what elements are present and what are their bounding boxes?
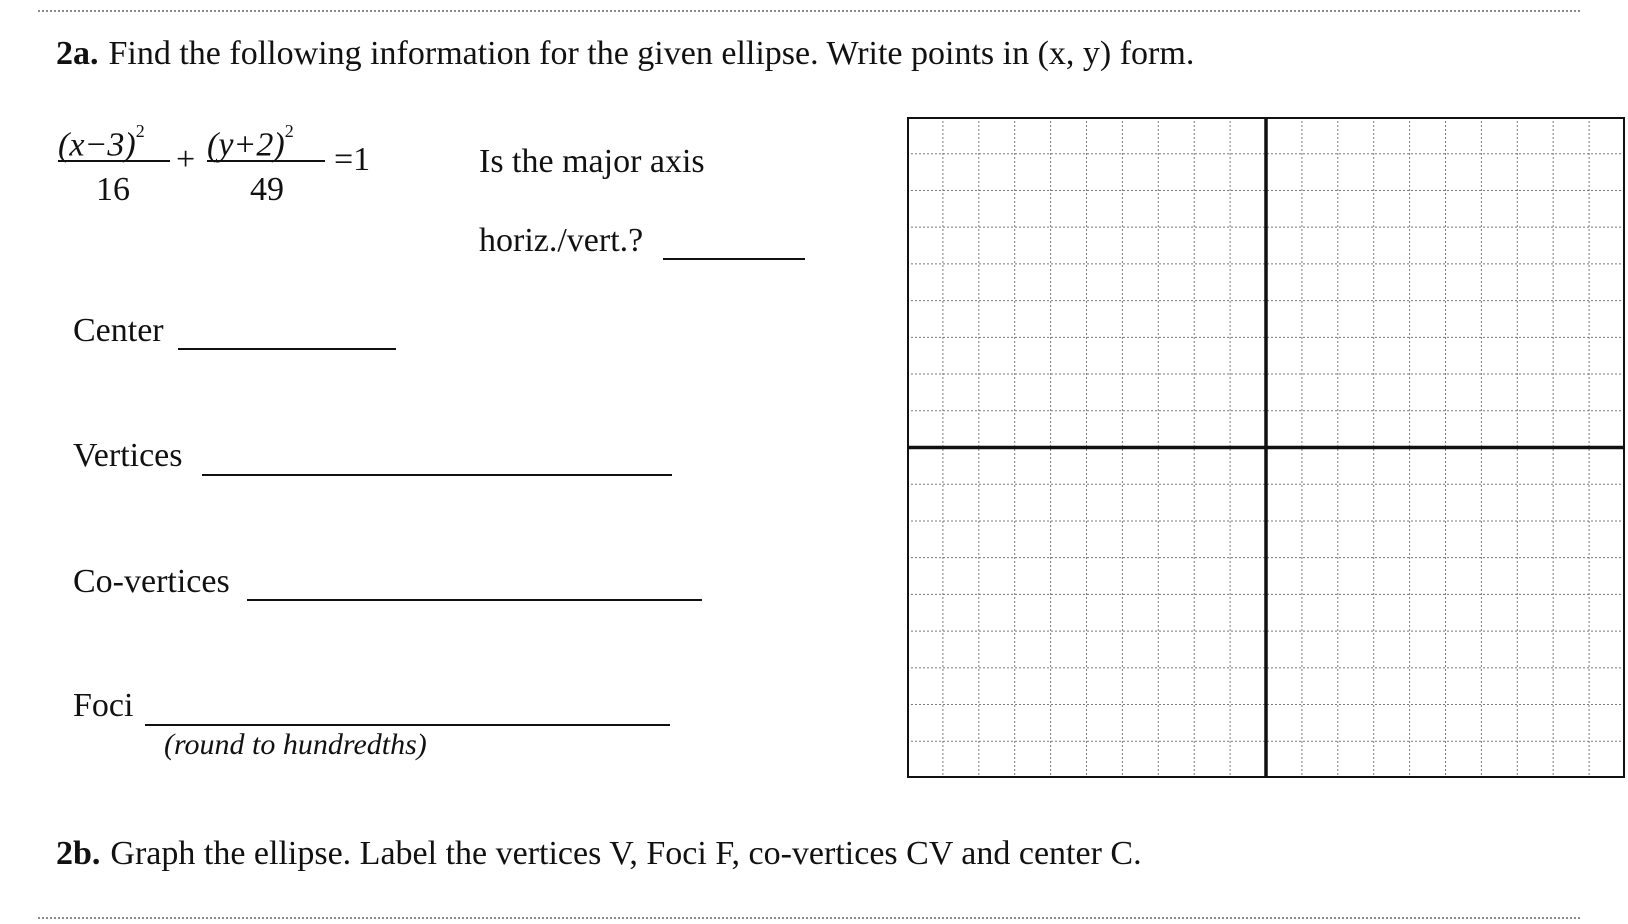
major-axis-answer-blank[interactable] — [663, 258, 805, 260]
major-axis-question-line2: horiz./vert.? — [479, 222, 644, 259]
foci-rounding-note: (round to hundredths) — [164, 728, 427, 761]
foci-answer-blank[interactable] — [145, 724, 670, 726]
major-axis-question-line1: Is the major axis — [479, 143, 705, 180]
bottom-dotted-separator — [38, 917, 1580, 919]
center-label: Center — [73, 312, 164, 349]
foci-label: Foci — [73, 687, 134, 724]
equation-rhs: =1 — [334, 141, 371, 178]
top-dotted-separator — [38, 10, 1580, 12]
term2-exponent: 2 — [284, 121, 294, 141]
term1-numerator: $(x-3)^2$ — [58, 121, 145, 164]
co-vertices-answer-blank[interactable] — [247, 599, 702, 601]
center-answer-blank[interactable] — [178, 348, 396, 350]
part-a-number: 2a. — [56, 35, 99, 72]
term1-fraction-bar — [58, 160, 170, 162]
part-b-heading — [56, 834, 1142, 874]
term2-denominator: 49 — [250, 171, 284, 208]
term1-denominator: 16 — [96, 171, 130, 208]
vertices-label: Vertices — [73, 437, 183, 474]
term2-numerator: $(y+2)^2$ — [207, 121, 294, 164]
term1-exponent: 2 — [135, 121, 145, 141]
part-a-heading — [56, 34, 1194, 74]
co-vertices-label: Co-vertices — [73, 563, 230, 600]
term2-fraction-bar — [207, 160, 325, 162]
equation-plus: + — [176, 141, 196, 178]
part-a-instruction: Find the following information for the given ellipse. Write points in (x, y) form. — [108, 35, 1195, 72]
vertices-answer-blank[interactable] — [202, 474, 672, 476]
graph-grid[interactable] — [907, 117, 1625, 778]
part-b-number: 2b. — [56, 835, 101, 872]
part-b-instruction: Graph the ellipse. Label the vertices V, Foci F, co-vertices CV and center C. — [110, 835, 1142, 872]
